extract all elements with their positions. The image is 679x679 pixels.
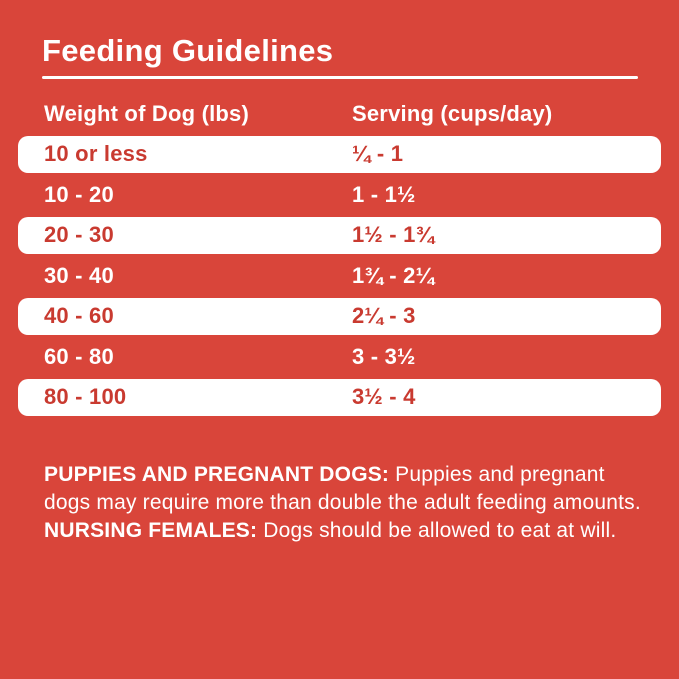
- nursing-females-label: NURSING FEMALES:: [44, 519, 258, 542]
- page-title: Feeding Guidelines: [42, 33, 334, 68]
- feeding-notes: [44, 461, 644, 545]
- weight-cell: 20 - 30: [44, 222, 114, 248]
- weight-cell: 40 - 60: [44, 303, 114, 329]
- weight-cell: 60 - 80: [44, 343, 114, 369]
- serving-cell: 3½ - 4: [352, 384, 416, 410]
- serving-cell: 1½ - 1¾: [352, 222, 435, 248]
- nursing-females-text: Dogs should be allowed to eat at will.: [257, 519, 617, 542]
- table-row: [18, 175, 661, 216]
- table-row: [18, 298, 661, 335]
- column-header-serving: Serving (cups/day): [352, 101, 553, 126]
- table-row: [18, 136, 661, 173]
- table-row: [18, 379, 661, 416]
- title-underline: [42, 76, 638, 79]
- table-row: [18, 256, 661, 297]
- serving-cell: 1 - 1½: [352, 181, 416, 207]
- weight-cell: 30 - 40: [44, 262, 114, 288]
- weight-cell: 80 - 100: [44, 384, 127, 410]
- serving-cell: 3 - 3½: [352, 343, 416, 369]
- serving-cell: ¼ - 1: [352, 141, 404, 167]
- table-row: [18, 337, 661, 378]
- puppies-pregnant-text: Puppies and pregnant dogs may require more than double the adult feeding amounts.: [44, 463, 641, 514]
- weight-cell: 10 or less: [44, 141, 148, 167]
- weight-cell: 10 - 20: [44, 181, 114, 207]
- column-header-weight: Weight of Dog (lbs): [44, 101, 250, 126]
- table-header-row: [44, 100, 658, 128]
- serving-cell: 2¼ - 3: [352, 303, 416, 329]
- feeding-table: [18, 134, 661, 418]
- table-row: [18, 217, 661, 254]
- serving-cell: 1¾ - 2¼: [352, 262, 435, 288]
- puppies-pregnant-label: PUPPIES AND PREGNANT DOGS:: [44, 463, 390, 486]
